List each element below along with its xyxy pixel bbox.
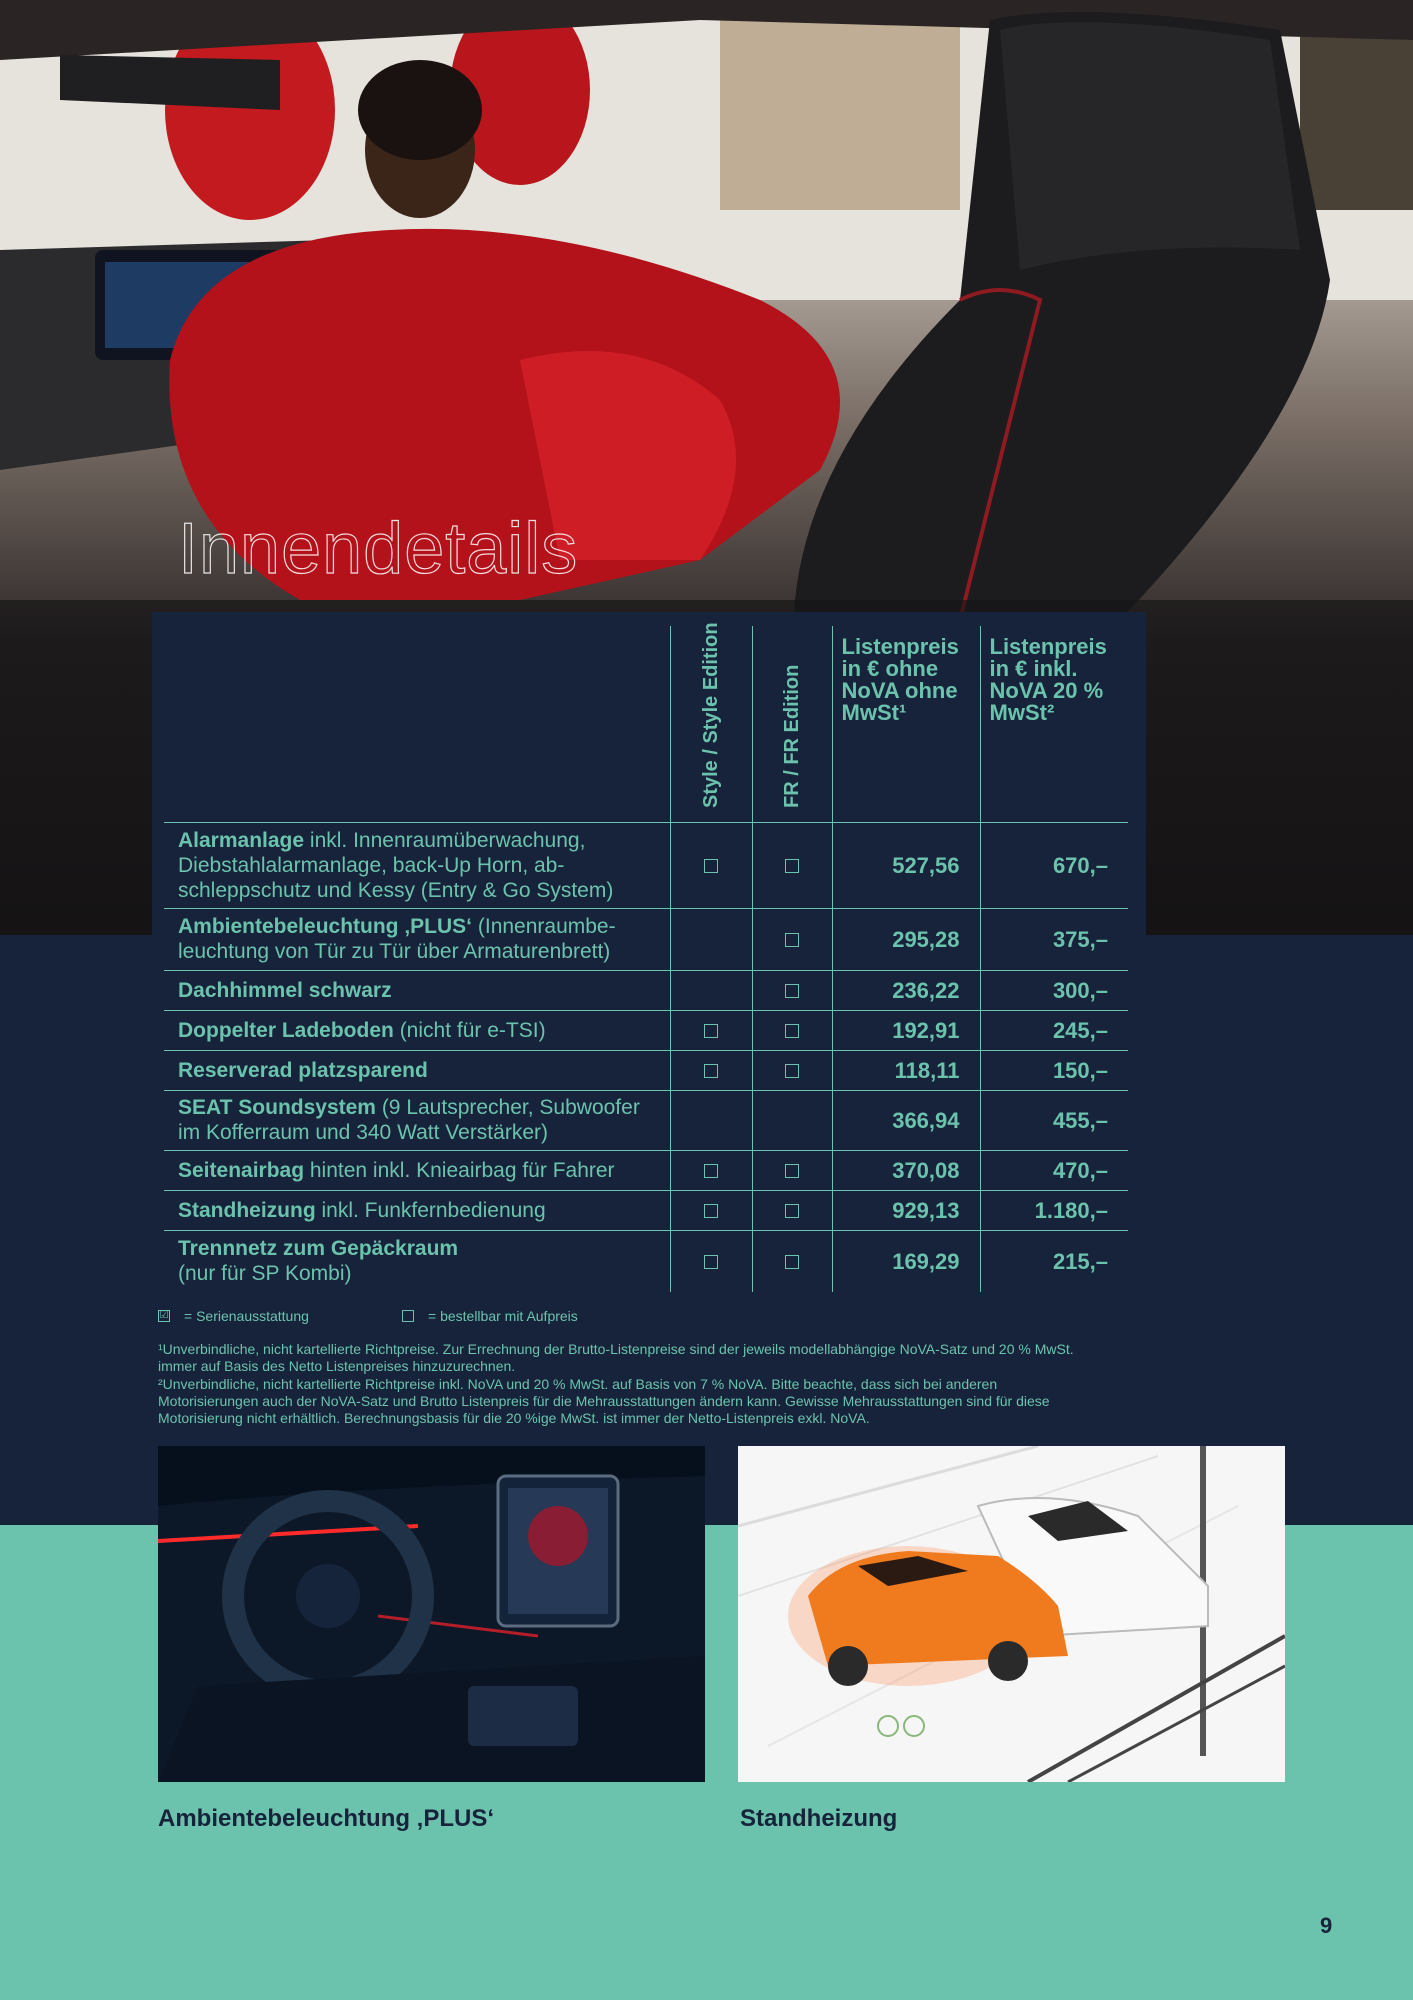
table-row [164,1230,1128,1292]
legend-standard-label: = Serienausstattung [184,1308,309,1324]
header-price-gross [980,626,1128,822]
availability-fr [785,859,799,873]
parking-heater-photo [738,1446,1285,1782]
price-gross: 245,– [980,1010,1128,1050]
price-gross: 150,– [980,1050,1128,1090]
availability-style [670,1090,752,1150]
feature-name: SEAT Soundsystem [178,1096,376,1119]
header-price-gross-line: Listenpreis [989,634,1107,659]
availability-style [704,1064,718,1078]
availability-style [704,1255,718,1269]
legend-optional [402,1308,578,1324]
header-price-net [832,626,980,822]
legend-optional-label: = bestellbar mit Aufpreis [428,1308,578,1324]
feature-desc: (nur für SP Kombi) [178,1262,352,1286]
availability-fr [785,1164,799,1178]
header-style-label: Style / Style Edition [700,621,722,808]
table-row [164,1010,1128,1050]
price-net: 295,28 [832,908,980,970]
price-net: 929,13 [832,1190,980,1230]
heater-illustration [738,1446,1285,1782]
header-price-net-line: NoVA ohne [841,678,958,703]
availability-style [704,1204,718,1218]
header-feature [164,626,670,822]
feature-name: Alarmanlage [178,828,305,852]
table-header-row [164,626,1128,822]
price-net: 118,11 [832,1050,980,1090]
page-number: 9 [1320,1913,1333,1938]
page-title: Innendetails [178,509,579,589]
price-gross: 470,– [980,1150,1128,1190]
table-row [164,1050,1128,1090]
table-row [164,908,1128,970]
price-table [164,621,1128,1292]
price-net: 192,91 [832,1010,980,1050]
header-style [670,621,752,822]
availability-fr [785,1064,799,1078]
header-price-gross-line: NoVA 20 % [989,678,1104,703]
availability-style [704,1024,718,1038]
feature-desc: (9 Lautsprecher, Subwoofer im Kofferraum und 340 Watt Verstärker) [178,1096,640,1144]
availability-style [670,970,752,1010]
feature-desc: (nicht für e-TSI) [393,1018,546,1042]
cockpit-illustration [158,1446,705,1782]
availability-style [704,859,718,873]
feature-desc: inkl. Innenraumüberwachung, Diebstahlalarmanlage, back-Up Horn, abschleppschutz und Kessy (Entry & Go System) [178,828,614,902]
price-gross: 375,– [980,908,1128,970]
legend-standard [158,1308,309,1324]
feature-name: Doppelter Ladeboden [178,1018,394,1042]
price-net: 236,22 [832,970,980,1010]
feature-desc: inkl. Funkfernbedienung [315,1198,546,1222]
availability-fr [785,1024,799,1038]
price-net: 366,94 [832,1090,980,1150]
header-fr-label: FR / FR Edition [781,664,803,808]
price-gross: 215,– [980,1230,1128,1292]
header-price-net-line: Listenpreis [841,634,959,659]
footnote-1: ¹Unverbindliche, nicht kartellierte Richtpreise. Zur Errechnung der Brutto-Listenpreise sind der jeweils modellabhängige NoVA-Satz und 20 % MwSt. immer auf Basis des Netto Listenpreises hinzuzurechnen. [158,1341,1074,1374]
price-gross: 455,– [980,1090,1128,1150]
availability-fr [785,984,799,998]
table-row [164,822,1128,908]
price-gross: 300,– [980,970,1128,1010]
empty-box-icon [402,1310,414,1322]
price-gross: 1.180,– [980,1190,1128,1230]
availability-fr [785,933,799,947]
feature-name: Reserverad platzsparend [178,1058,428,1082]
feature-name: Trennnetz zum Gepäckraum [178,1237,459,1261]
table-row [164,970,1128,1010]
table-row [164,1150,1128,1190]
checked-box-icon: ☑ [159,1310,169,1321]
feature-desc: hinten inkl. Knieairbag für Fahrer [304,1158,615,1182]
price-table-panel [152,612,1146,1286]
feature-desc: (Innenraumbeleuchtung von Tür zu Tür über Armaturenbrett) [178,915,616,963]
price-net: 169,29 [832,1230,980,1292]
feature-name: Seitenairbag [178,1158,305,1182]
feature-name: Dachhimmel schwarz [178,978,392,1002]
price-net: 527,56 [832,822,980,908]
header-price-net-line: MwSt¹ [841,700,907,725]
caption-parking-heater: Standheizung [740,1805,898,1832]
availability-style [670,908,752,970]
feature-name: Standheizung [178,1198,316,1222]
table-row [164,1090,1128,1150]
availability-fr [752,1090,832,1150]
table-row [164,1190,1128,1230]
availability-style [704,1164,718,1178]
caption-ambient-lighting: Ambientebeleuchtung ‚PLUS‘ [158,1805,495,1832]
availability-fr [785,1204,799,1218]
header-price-gross-line: MwSt² [989,700,1055,725]
price-gross: 670,– [980,822,1128,908]
availability-fr [785,1255,799,1269]
price-net: 370,08 [832,1150,980,1190]
footnote-2: ²Unverbindliche, nicht kartellierte Richtpreise inkl. NoVA und 20 % MwSt. auf Basis von 7 % NoVA. Bitte beachte, dass sich bei anderen Motorisierungen auch der NoVA-Satz und Brutto Listenpreis für die Mehrausstattungen ändern kann. Gewisse Mehrausstattungen sind für diese Motorisierung nicht erhältlich. Berechnungsbasis für die 20 %ige MwSt. ist immer der Netto-Listenpreis exkl. NoVA. [158,1376,1050,1426]
footnotes [158,1341,1098,1428]
ambient-lighting-photo [158,1446,705,1782]
feature-name: Ambientebeleuchtung ‚PLUS‘ [178,915,473,938]
header-fr [752,626,832,822]
header-price-net-line: in € ohne [841,656,939,681]
header-price-gross-line: in € inkl. [989,656,1078,681]
